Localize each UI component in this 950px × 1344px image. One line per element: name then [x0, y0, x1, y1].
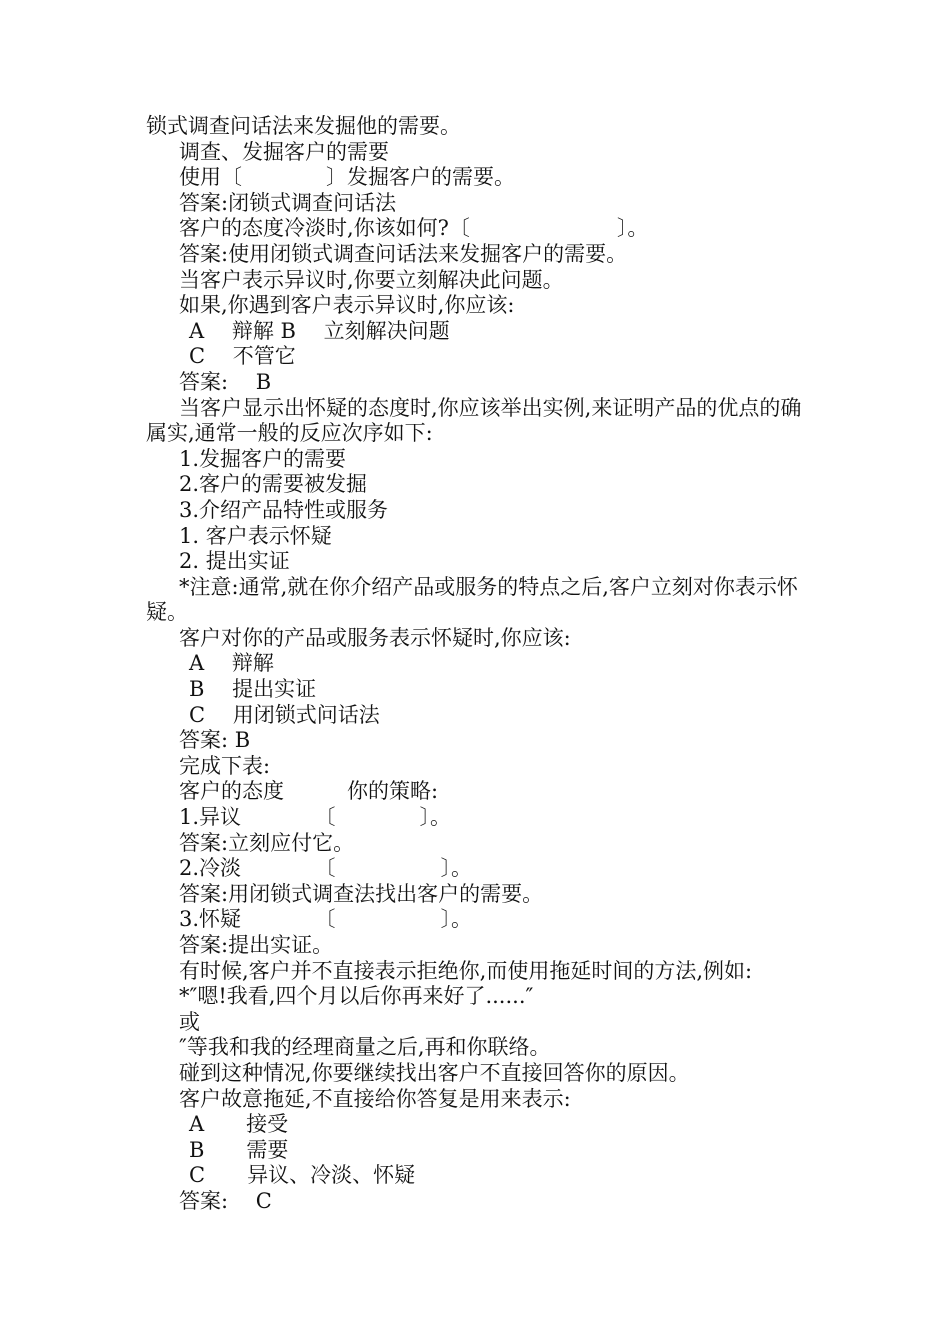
text-line: B 提出实证 — [189, 677, 317, 702]
text-line: *″嗯!我看,四个月以后你再来好了......″ — [179, 984, 534, 1009]
text-line: 锁式调查问话法来发掘他的需要。 — [146, 114, 461, 138]
text-line: A 接受 — [189, 1112, 289, 1137]
text-line: 答案:提出实证。 — [179, 933, 334, 957]
text-line: 2.冷淡 〔 〕。 — [179, 856, 473, 881]
text-line: 答案:使用闭锁式调查问话法来发掘客户的需要。 — [179, 241, 628, 266]
text-line: 调查、发掘客户的需要 — [179, 139, 389, 164]
text-line: 3.怀疑 〔 〕。 — [179, 907, 473, 932]
text-line: 答案:用闭锁式调查法找出客户的需要。 — [179, 881, 544, 906]
text-line: 客户的态度冷淡时,你该如何?〔 〕。 — [179, 216, 649, 241]
text-line: 1.异议 〔 〕。 — [179, 805, 452, 830]
text-line: 或 — [179, 1009, 200, 1034]
text-line: 答案: C — [179, 1188, 272, 1213]
text-line: 答案: B — [179, 728, 251, 753]
text-line: 答案:立刻应付它。 — [179, 830, 355, 855]
text-line: 如果,你遇到客户表示异议时,你应该: — [179, 293, 515, 318]
text-line: 1.发掘客户的需要 — [179, 446, 347, 471]
text-line: 2.客户的需要被发掘 — [179, 472, 368, 497]
document-body — [146, 114, 816, 1215]
text-line: 答案: B — [179, 369, 272, 394]
text-line: ″等我和我的经理商量之后,再和你联络。 — [179, 1035, 551, 1060]
text-line: 客户故意拖延,不直接给你答复是用来表示: — [179, 1086, 571, 1111]
text-line: C 用闭锁式问话法 — [189, 702, 380, 727]
text-line: A 辩解 B 立刻解决问题 — [189, 318, 450, 343]
text-line: 使用〔 〕发掘客户的需要。 — [179, 165, 515, 190]
text-line: C 不管它 — [189, 344, 296, 369]
text-line: A 辩解 — [189, 651, 274, 676]
text-line: *注意:通常,就在你介绍产品或服务的特点之后,客户立刻对你表示怀疑。 — [146, 574, 798, 625]
text-line: 2. 提出实证 — [179, 549, 290, 574]
text-line: 1. 客户表示怀疑 — [179, 523, 332, 548]
text-line: 有时候,客户并不直接表示拒绝你,而使用拖延时间的方法,例如: — [179, 958, 753, 983]
text-line: 客户的态度 你的策略: — [179, 779, 439, 804]
text-line: 完成下表: — [179, 753, 271, 778]
text-line: 当客户显示出怀疑的态度时,你应该举出实例,来证明产品的优点的确属实,通常一般的反应次序如下: — [146, 395, 802, 446]
text-line: 碰到这种情况,你要继续找出客户不直接回答你的原因。 — [179, 1060, 690, 1085]
text-line: 客户对你的产品或服务表示怀疑时,你应该: — [179, 625, 571, 650]
text-line: 答案:闭锁式调查问话法 — [179, 190, 397, 215]
text-line: B 需要 — [189, 1137, 289, 1162]
text-line: 当客户表示异议时,你要立刻解决此问题。 — [179, 267, 564, 292]
text-line: C 异议、冷淡、怀疑 — [189, 1163, 416, 1188]
text-line: 3.介绍产品特性或服务 — [179, 497, 389, 522]
